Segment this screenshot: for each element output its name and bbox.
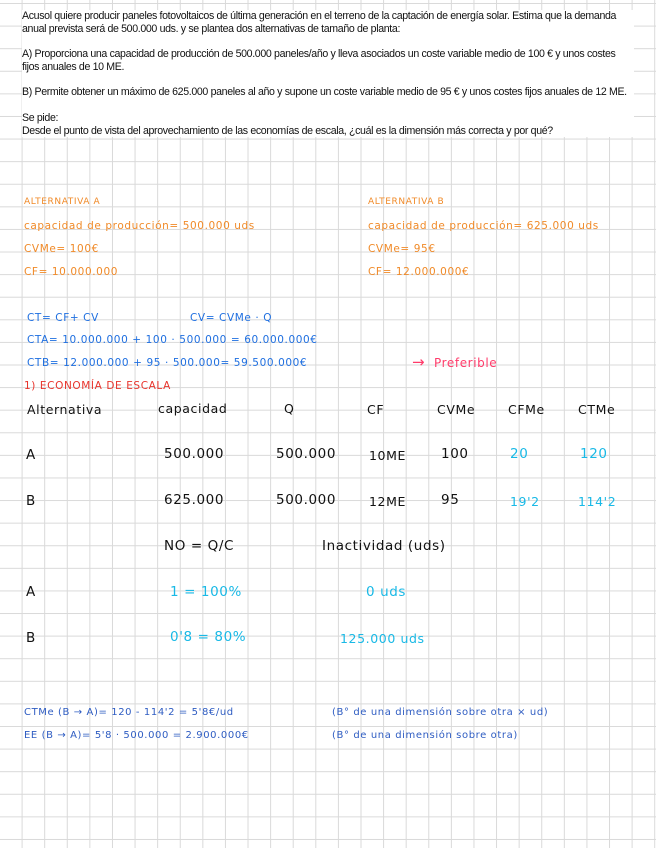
row-a-q: 500.000 bbox=[276, 446, 337, 462]
statement-intro: Acusol quiere producir paneles fotovoltaicos de última generación en el terreno de la captación de energía solar. Estima que la demanda anual prevista será de 500.000 uds. y se plantea dos alternativas de tamaño de planta: bbox=[22, 10, 617, 35]
col-header-cfme: CFMe bbox=[508, 402, 545, 417]
util-row-a-inact: 0 uds bbox=[366, 584, 407, 600]
util-row-a-alt: A bbox=[26, 584, 36, 600]
util-row-b-inact: 125.000 uds bbox=[340, 631, 425, 646]
alt-b-cf: CF= 12.000.000€ bbox=[368, 266, 470, 278]
util-row-a-no: 1 = 100% bbox=[170, 584, 242, 600]
row-a-cf: 10ME bbox=[369, 448, 406, 463]
ct-formula: CT= CF+ CV bbox=[27, 312, 99, 324]
util-row-b-alt: B bbox=[26, 630, 36, 646]
alt-b-cvme: CVMe= 95€ bbox=[368, 243, 436, 255]
alt-b-title: ALTERNATIVA B bbox=[368, 197, 445, 207]
row-b-cf: 12ME bbox=[369, 494, 406, 509]
col-header-cf: CF bbox=[367, 402, 385, 417]
ctme-difference: CTMe (B → A)= 120 - 114'2 = 5'8€/ud bbox=[24, 707, 234, 718]
section-economia-escala: 1) ECONOMÍA DE ESCALA bbox=[24, 380, 171, 392]
alt-a-cvme: CVMe= 100€ bbox=[24, 243, 99, 255]
row-b-ctme: 114'2 bbox=[578, 494, 617, 509]
col-header-cvme: CVMe bbox=[437, 402, 476, 417]
col-header-q: Q bbox=[284, 401, 295, 416]
inactividad-label: Inactividad (uds) bbox=[322, 538, 446, 554]
problem-statement bbox=[22, 10, 634, 137]
row-a-cvme: 100 bbox=[441, 446, 469, 462]
row-a-ctme: 120 bbox=[580, 446, 608, 462]
row-b-cfme: 19'2 bbox=[510, 494, 540, 509]
util-row-b-no: 0'8 = 80% bbox=[170, 629, 247, 645]
statement-ask-label: Se pide: bbox=[22, 111, 59, 124]
alt-a-capacity: capacidad de producción= 500.000 uds bbox=[24, 220, 255, 232]
row-b-cvme: 95 bbox=[441, 492, 460, 508]
row-a-alt: A bbox=[26, 447, 36, 463]
statement-question: Desde el punto de vista del aprovechamiento de las economías de escala, ¿cuál es la dimensión más correcta y por qué? bbox=[22, 124, 553, 137]
row-b-alt: B bbox=[26, 493, 36, 509]
no-formula: NO = Q/C bbox=[164, 538, 235, 554]
ee-note: (B° de una dimensión sobre otra) bbox=[332, 730, 518, 741]
alt-a-cf: CF= 10.000.000 bbox=[24, 266, 119, 278]
row-a-capacity: 500.000 bbox=[164, 446, 225, 462]
row-b-capacity: 625.000 bbox=[164, 492, 225, 508]
col-header-capacidad: capacidad bbox=[158, 401, 228, 416]
statement-option-a: A) Proporciona una capacidad de producción de 500.000 paneles/año y lleva asociados un coste variable medio de 100 € y unos costes fijos anuales de 10 ME. bbox=[22, 48, 616, 73]
cta-calculation: CTA= 10.000.000 + 100 · 500.000 = 60.000.000€ bbox=[27, 334, 318, 346]
statement-option-b: B) Permite obtener un máximo de 625.000 paneles al año y supone un coste variable medio de 95 € y unos costes fijos anuales de 12 ME. bbox=[22, 86, 627, 99]
ee-calculation: EE (B → A)= 5'8 · 500.000 = 2.900.000€ bbox=[24, 730, 249, 741]
row-b-q: 500.000 bbox=[276, 492, 337, 508]
col-header-ctme: CTMe bbox=[578, 402, 616, 417]
ctme-note: (B° de una dimensión sobre otra × ud) bbox=[332, 707, 549, 718]
col-header-alternativa: Alternativa bbox=[27, 402, 103, 417]
ctb-calculation: CTB= 12.000.000 + 95 · 500.000= 59.500.000€ bbox=[27, 357, 308, 369]
alt-a-title: ALTERNATIVA A bbox=[24, 197, 101, 207]
preferible-label: Preferible bbox=[434, 356, 498, 370]
row-a-cfme: 20 bbox=[510, 446, 529, 462]
alt-b-capacity: capacidad de producción= 625.000 uds bbox=[368, 220, 599, 232]
arrow-icon: → bbox=[412, 353, 426, 371]
cv-formula: CV= CVMe · Q bbox=[190, 312, 273, 324]
